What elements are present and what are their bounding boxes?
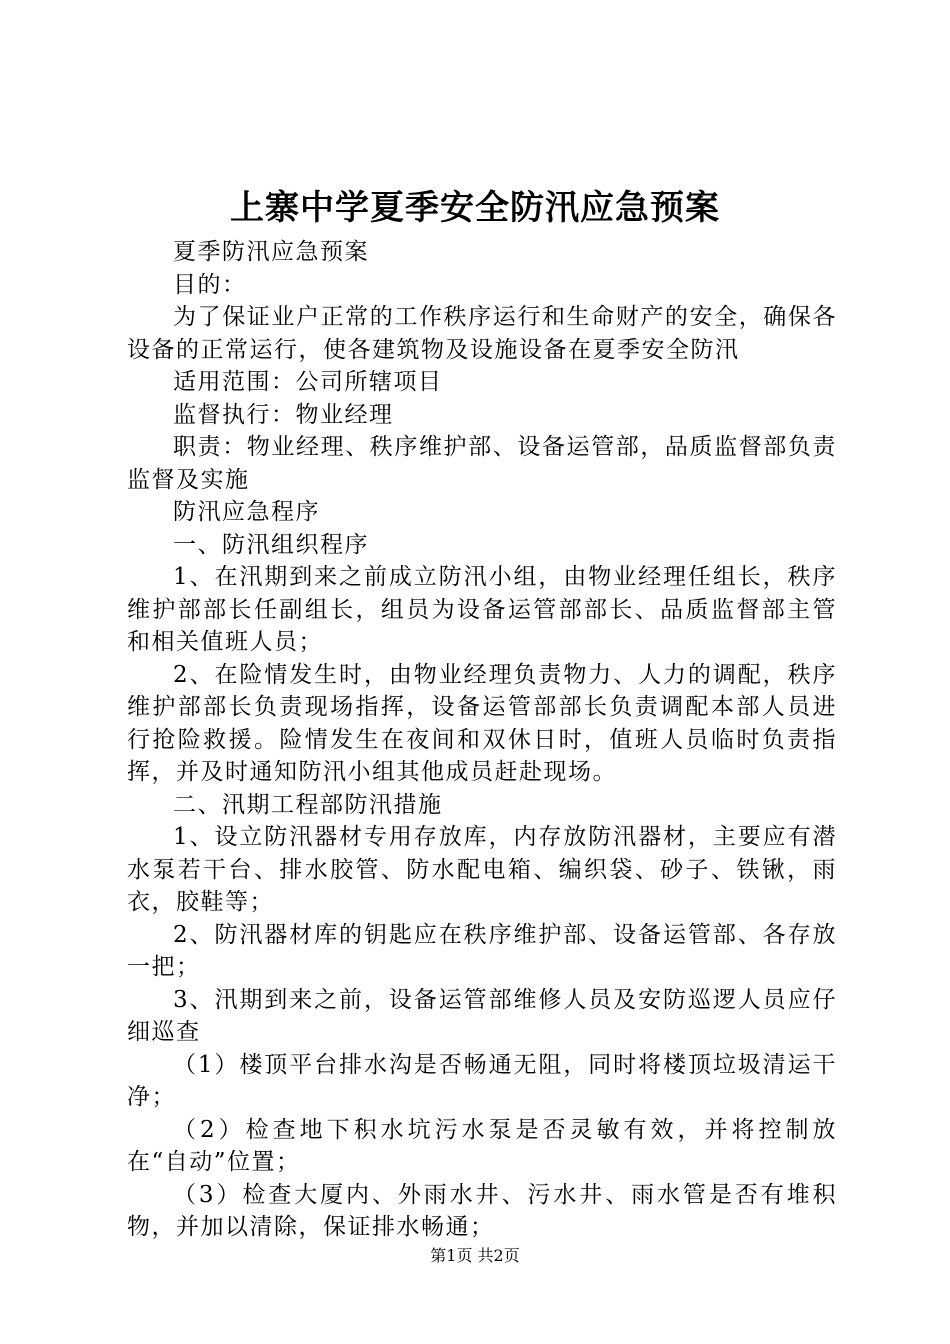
- paragraph: 监督执行：物业经理: [173, 401, 394, 428]
- paragraph: 1、设立防汛器材专用存放库，内存放防汛器材，主要应有潜水泵若干台、排水胶管、防水配电箱、编织袋、砂子、铁锹，雨衣，胶鞋等；: [127, 824, 837, 915]
- paragraph: 适用范围：公司所辖项目: [173, 369, 443, 395]
- paragraph: 二、汛期工程部防汛措施: [173, 791, 443, 818]
- paragraph: 3、汛期到来之前，设备运管部维修人员及安防巡逻人员应仔细巡查: [127, 986, 837, 1045]
- document-title: 上寨中学夏季安全防汛应急预案: [230, 188, 720, 228]
- paragraph: 防汛应急程序: [173, 499, 320, 525]
- paragraph: 2、防汛器材库的钥匙应在秩序维护部、设备运管部、各存放一把；: [127, 921, 837, 980]
- paragraph: 夏季防汛应急预案: [173, 239, 369, 265]
- paragraph: （1）楼顶平台排水沟是否畅通无阻，同时将楼顶垃圾清运干净；: [127, 1051, 837, 1110]
- paragraph: 1、在汛期到来之前成立防汛小组，由物业经理任组长，秩序维护部部长任副组长，组员为设备运管部部长、品质监督部主管和相关值班人员；: [127, 564, 837, 655]
- paragraph: 2、在险情发生时，由物业经理负责物力、人力的调配，秩序维护部部长负责现场指挥，设备运管部部长负责调配本部人员进行抢险救援。险情发生在夜间和双休日时，值班人员临时负责指挥，并及时通知防汛小组其他成员赶赴现场。: [127, 661, 837, 785]
- paragraph: （2）检查地下积水坑污水泵是否灵敏有效，并将控制放在“自动”位置；: [127, 1116, 837, 1175]
- page-footer: 第1页 共2页: [430, 1246, 520, 1265]
- paragraph: 一、防汛组织程序: [173, 531, 369, 558]
- document-body: [127, 236, 837, 1244]
- paragraph: （3）检查大厦内、外雨水井、污水井、雨水管是否有堆积物，并加以清除，保证排水畅通；: [127, 1181, 837, 1240]
- paragraph: 为了保证业户正常的工作秩序运行和生命财产的安全，确保各设备的正常运行，使各建筑物及设施设备在夏季安全防汛: [127, 304, 837, 363]
- paragraph: 目的：: [173, 271, 247, 298]
- paragraph: 职责：物业经理、秩序维护部、设备运管部，品质监督部负责监督及实施: [127, 434, 837, 493]
